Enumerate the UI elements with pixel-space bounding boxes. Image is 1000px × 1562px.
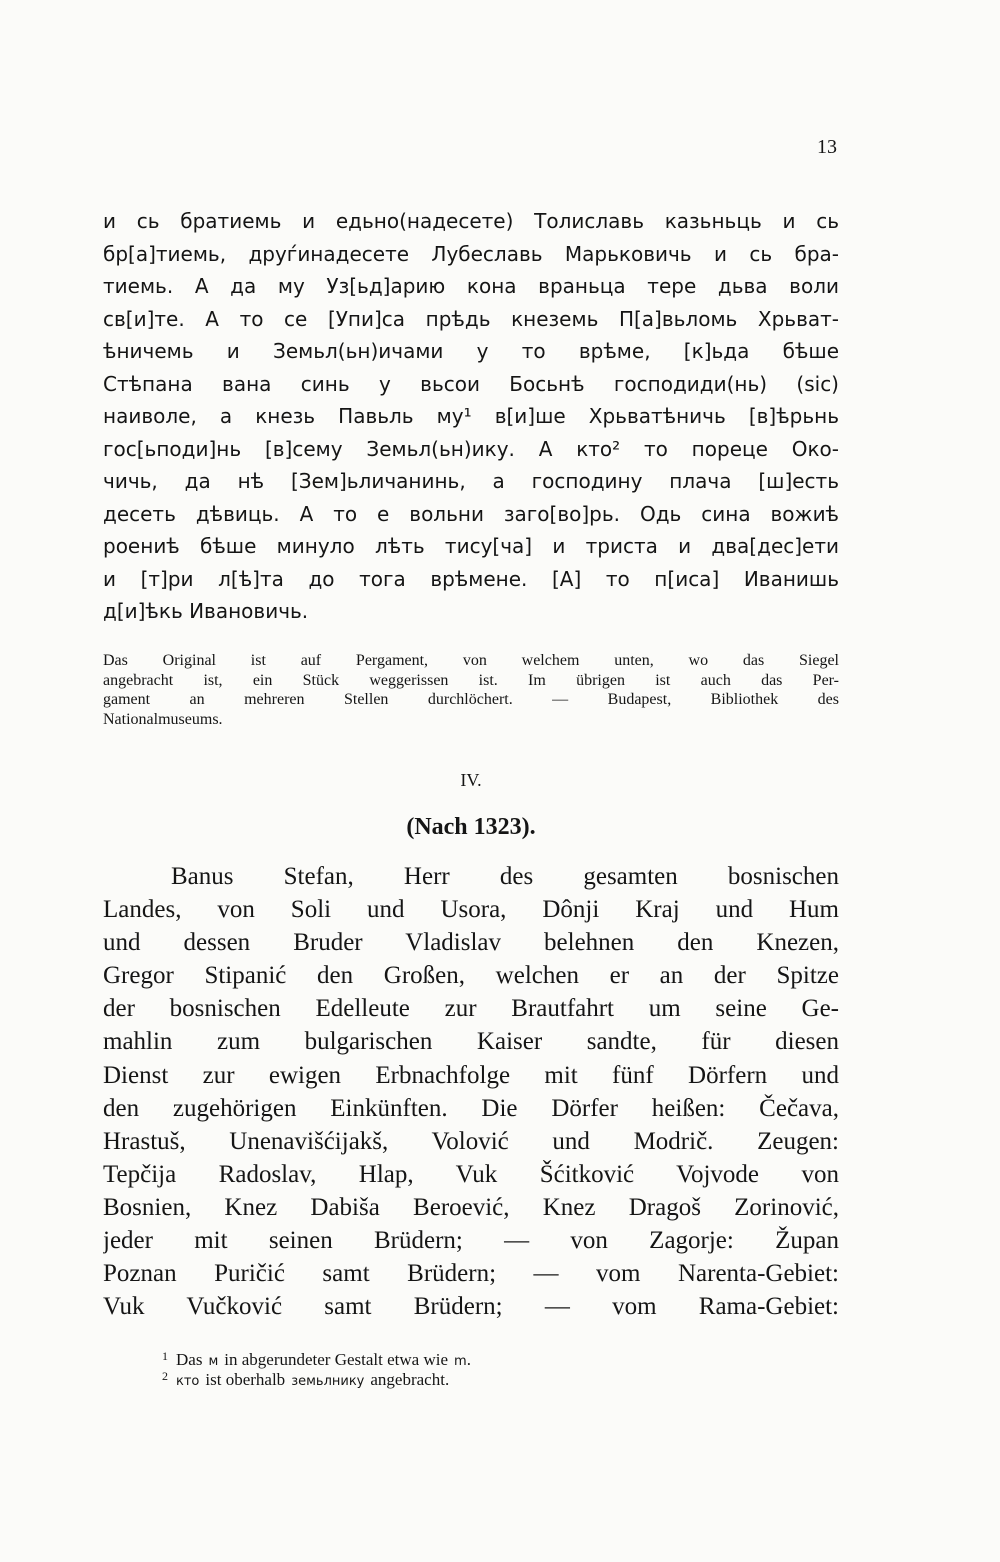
summary-line: Dienst zur ewigen Erbnachfolge mit fünf Dörfern und <box>103 1061 839 1089</box>
summary-line: Landes, von Soli und Usora, Dônji Kraj und Hum <box>103 896 839 924</box>
footnotes <box>162 1349 770 1390</box>
note-line: angebracht ist, ein Stück weggerissen ist. Im übrigen ist auch das Per- <box>103 671 839 689</box>
text-line: тиемь. А да му Уз[ьд]арию кона враньца тере дьва воли <box>103 274 839 298</box>
footnote-text: in abgerundeter Gestalt etwa wie <box>224 1350 449 1369</box>
summary-line: Vuk Vučković samt Brüdern; — vom Rama-Gebiet: <box>103 1293 839 1321</box>
summary-line: Gregor Stipanić den Großen, welchen er an der Spitze <box>103 962 839 990</box>
footnote-marker: 1 <box>162 1349 168 1363</box>
old-slavonic-text <box>103 205 839 628</box>
summary-line: Tepčija Radoslav, Hlap, Vuk Šćitković Vojvode von <box>103 1160 839 1188</box>
footnote-text: ist oberhalb <box>205 1370 286 1389</box>
text-line: св[и]те. А то се [Упи]са прѣдь кнеземь П[а]вьломь Хрьват- <box>103 306 839 331</box>
summary-line: Poznan Puričić samt Brüdern; — vom Narenta-Gebiet: <box>103 1260 839 1288</box>
text-line: чичь, да нѣ [Зем]ьличанинь, а господину плача [ш]есть <box>103 469 839 493</box>
footnote <box>162 1369 770 1390</box>
summary-line: Bosnien, Knez Dabiša Beroević, Knez Dragoš Zorinović, <box>103 1193 839 1221</box>
note-line: Das Original ist auf Pergament, von welchem unten, wo das Siegel <box>103 652 839 669</box>
text-line: ѣничемь и Земьл(ьн)ичами у то врѣме, [к]ьда бѣше <box>103 339 839 363</box>
text-line: Стѣпана вана синь у вьсои Босьнѣ господиди(нь) (sic) <box>103 371 839 396</box>
footnote <box>162 1349 770 1370</box>
text-line: десеть дѣвиць. А то е вольни заго[во]рь. Одь сина вожиѣ <box>103 501 839 526</box>
text-line: д[и]ѣкь Ивановичь. <box>103 599 309 623</box>
german-summary <box>103 860 839 1323</box>
section-number: IV. <box>460 770 482 790</box>
footnote-glyph: кто <box>176 1374 200 1389</box>
summary-line: Banus Stefan, Herr des gesamten bosnischen <box>171 863 839 890</box>
text-line: бр[а]тиемь, друѓинадесете Лубеславь Марьковичь и сь бра- <box>103 241 839 266</box>
original-source-note <box>103 651 839 729</box>
text-line: и [т]ри л[ѣ]та до тога врѣмене. [А] то п[иса] Иванишь <box>103 566 839 591</box>
summary-line: jeder mit seinen Brüdern; — von Zagorje: Župan <box>103 1227 839 1255</box>
text-line: и сь братиемь и едьно(надесете) Толиславь казьньць и сь <box>103 209 839 233</box>
text-line: наиволе, а кнезь Павьль му¹ в[и]ше Хрьватѣничь [в]ѣрьнь <box>103 404 839 428</box>
footnote-glyph: m <box>454 1354 467 1369</box>
summary-line: mahlin zum bulgarischen Kaiser sandte, für diesen <box>103 1028 839 1056</box>
summary-line: den zugehörigen Einkünften. Die Dörfer heißen: Čečava, <box>103 1094 839 1122</box>
text-line: гос[ьподи]нь [в]сему Земьл(ьн)ику. А кто² то пореце Око- <box>103 436 839 461</box>
summary-line: Hrastuš, Unenavišćijakš, Volović und Modrič. Zeugen: <box>103 1127 839 1155</box>
footnote-text: Das <box>176 1350 203 1369</box>
note-line: gament an mehreren Stellen durchlöchert. — Budapest, Bibliothek des <box>103 691 839 708</box>
footnote-marker: 2 <box>162 1369 168 1383</box>
footnote-text: . <box>466 1350 471 1369</box>
footnote-glyph: м <box>208 1354 219 1369</box>
footnote-text: angebracht. <box>370 1370 450 1389</box>
summary-line: der bosnischen Edelleute zur Brautfahrt um seine Ge- <box>103 995 839 1023</box>
note-line: Nationalmuseums. <box>103 710 223 728</box>
text-line: роениѣ бѣше минуло лѣть тису[ча] и триста и два[дес]ети <box>103 534 839 558</box>
page-number: 13 <box>817 136 837 158</box>
footnote-glyph: земьлнику <box>291 1374 365 1389</box>
section-title: (Nach 1323). <box>406 814 536 840</box>
summary-line: und dessen Bruder Vladislav belehnen den Knezen, <box>103 929 839 957</box>
